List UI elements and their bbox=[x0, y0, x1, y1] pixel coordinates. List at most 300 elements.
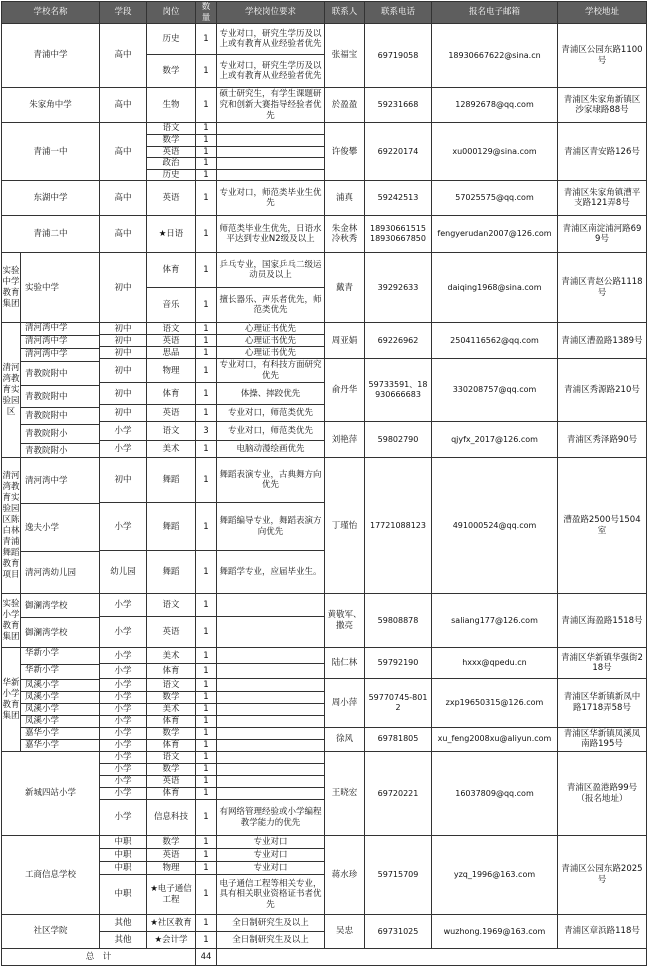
school-name: 嘉华小学 bbox=[25, 740, 60, 751]
post-count: 1 bbox=[196, 800, 217, 836]
contact-phone: 59231668 bbox=[365, 88, 432, 123]
col-level: 学段 bbox=[100, 2, 147, 24]
post: ★电子通信工程 bbox=[147, 875, 196, 915]
post-requirement bbox=[217, 691, 325, 703]
contact-email: zxp19650315@126.com bbox=[432, 679, 558, 727]
post: 美术 bbox=[147, 441, 196, 458]
post: 思品 bbox=[147, 347, 196, 359]
school-level: 小学 bbox=[100, 617, 147, 648]
contact-person: 周亚娟 bbox=[325, 323, 365, 359]
school-level: 其他 bbox=[100, 915, 147, 932]
post: 体育 bbox=[147, 383, 196, 405]
contact-person: 朱金林 冷秋秀 bbox=[325, 216, 365, 253]
post: 生物 bbox=[147, 88, 196, 123]
post-requirement: 全日制研究生及以上 bbox=[217, 915, 325, 932]
school-level: 小学 bbox=[100, 691, 147, 703]
post-requirement bbox=[217, 752, 325, 764]
contact-person: 於盈盈 bbox=[325, 88, 365, 123]
school-level: 初中 bbox=[100, 335, 147, 347]
post-count: 1 bbox=[196, 875, 217, 915]
col-num: 数量 bbox=[196, 2, 217, 24]
post-count: 1 bbox=[196, 347, 217, 359]
contact-email: fengyerudan2007@126.com bbox=[432, 216, 558, 253]
post-count: 1 bbox=[196, 55, 217, 88]
contact-phone: 69720221 bbox=[365, 752, 432, 836]
post-requirement bbox=[217, 123, 325, 135]
table-row bbox=[2, 915, 647, 932]
school-cell bbox=[2, 323, 100, 458]
table-row bbox=[2, 88, 647, 123]
post: 语文 bbox=[147, 594, 196, 617]
school-address: 青浦区公园东路1100号 bbox=[558, 24, 647, 88]
contact-phone: 69781805 bbox=[365, 727, 432, 751]
post: 物理 bbox=[147, 359, 196, 383]
school-name: 青教院附中 bbox=[21, 408, 99, 425]
post: ★会计学 bbox=[147, 932, 196, 949]
total-row bbox=[2, 949, 647, 966]
school-name: 实验中学 bbox=[25, 282, 60, 293]
school-level: 小学 bbox=[100, 648, 147, 664]
post-requirement: 专业对口 bbox=[217, 849, 325, 862]
post-count: 3 bbox=[196, 422, 217, 441]
school-name: 青浦二中 bbox=[2, 216, 100, 253]
school-level: 高中 bbox=[100, 181, 147, 216]
post-requirement bbox=[217, 727, 325, 739]
post: 舞蹈 bbox=[147, 551, 196, 594]
school-level: 小学 bbox=[100, 776, 147, 788]
contact-email: qjyfx_2017@126.com bbox=[432, 422, 558, 458]
table-row bbox=[2, 458, 647, 503]
school-name: 凤溪小学 bbox=[21, 716, 99, 728]
post-count: 1 bbox=[196, 551, 217, 594]
school-level: 初中 bbox=[100, 253, 147, 323]
post-count: 1 bbox=[196, 169, 217, 181]
school-address: 青浦区盈港路99号（报名地址） bbox=[558, 752, 647, 836]
post-count: 1 bbox=[196, 88, 217, 123]
school-address: 青浦区朱家角新镇区沙家埭路88号 bbox=[558, 88, 647, 123]
post-requirement bbox=[217, 664, 325, 679]
post: 英语 bbox=[147, 335, 196, 347]
post-count: 1 bbox=[196, 764, 217, 776]
school-name: 东湖中学 bbox=[2, 181, 100, 216]
col-contact: 联系人 bbox=[325, 2, 365, 24]
total-label: 总 计 bbox=[2, 949, 196, 966]
post: 语文 bbox=[147, 752, 196, 764]
post-count: 1 bbox=[196, 915, 217, 932]
school-name: 凤溪小学 bbox=[21, 680, 99, 692]
school-level: 小学 bbox=[100, 664, 147, 679]
post: 音乐 bbox=[147, 288, 196, 323]
contact-phone: 39292633 bbox=[365, 253, 432, 323]
school-name: 青浦一中 bbox=[2, 123, 100, 181]
post-count: 1 bbox=[196, 288, 217, 323]
school-name: 青教院附小 bbox=[25, 445, 68, 456]
col-addr: 学校地址 bbox=[558, 2, 647, 24]
col-post: 岗位 bbox=[147, 2, 196, 24]
school-level: 初中 bbox=[100, 323, 147, 335]
post: 语文 bbox=[147, 123, 196, 135]
group-label: 实验中学教育集团 bbox=[2, 253, 21, 322]
post: 英语 bbox=[147, 146, 196, 158]
post-requirement: 专业对口，师范类优先 bbox=[217, 405, 325, 422]
school-level: 中职 bbox=[100, 836, 147, 849]
post-count: 1 bbox=[196, 594, 217, 617]
school-cell bbox=[2, 458, 100, 594]
post-requirement: 舞蹈表演专业，古典舞方向优先 bbox=[217, 458, 325, 503]
school-name: 清河湾中学 bbox=[21, 349, 99, 362]
school-address: 青浦区秀源路210号 bbox=[558, 359, 647, 422]
post: 体育 bbox=[147, 740, 196, 752]
post: 舞蹈 bbox=[147, 458, 196, 503]
contact-phone: 59808878 bbox=[365, 594, 432, 648]
post-count: 1 bbox=[196, 335, 217, 347]
school-level: 幼儿园 bbox=[100, 551, 147, 594]
post-requirement bbox=[217, 146, 325, 158]
post: 语文 bbox=[147, 422, 196, 441]
school-level: 小学 bbox=[100, 788, 147, 800]
post-requirement: 专业对口 bbox=[217, 836, 325, 849]
school-name: 嘉华小学 bbox=[21, 728, 99, 740]
school-cell bbox=[2, 594, 100, 648]
post: 数学 bbox=[147, 691, 196, 703]
school-level: 高中 bbox=[100, 24, 147, 88]
school-level: 小学 bbox=[100, 422, 147, 441]
post-requirement: 专业对口 bbox=[217, 862, 325, 875]
school-address: 漕盈路2500号1504室 bbox=[558, 458, 647, 594]
contact-person: 徐风 bbox=[325, 727, 365, 751]
post-requirement bbox=[217, 764, 325, 776]
school-name: 朱家角中学 bbox=[2, 88, 100, 123]
school-name: 清河湾中学 bbox=[21, 323, 99, 336]
contact-email: 57025575@qq.com bbox=[432, 181, 558, 216]
school-name: 华新小学 bbox=[21, 665, 99, 680]
post-count: 1 bbox=[196, 383, 217, 405]
post-requirement bbox=[217, 740, 325, 752]
post-requirement: 体操、摔跤优先 bbox=[217, 383, 325, 405]
school-level: 其他 bbox=[100, 932, 147, 949]
header-row bbox=[2, 2, 647, 24]
post-requirement: 擅长器乐、声乐者优先，师范类优先 bbox=[217, 288, 325, 323]
post-count: 1 bbox=[196, 703, 217, 715]
school-level: 小学 bbox=[100, 752, 147, 764]
post-requirement bbox=[217, 648, 325, 664]
post: 数学 bbox=[147, 727, 196, 739]
post-count: 1 bbox=[196, 715, 217, 727]
post: 英语 bbox=[147, 405, 196, 422]
school-level: 小学 bbox=[100, 679, 147, 691]
post-count: 1 bbox=[196, 740, 217, 752]
post-count: 1 bbox=[196, 123, 217, 135]
contact-email: 491000524@qq.com bbox=[432, 458, 558, 594]
post-count: 1 bbox=[196, 932, 217, 949]
contact-email: 18930667622@sina.cn bbox=[432, 24, 558, 88]
contact-email: saliang177@126.com bbox=[432, 594, 558, 648]
col-school: 学校名称 bbox=[2, 2, 100, 24]
post: 体育 bbox=[147, 788, 196, 800]
post-count: 1 bbox=[196, 727, 217, 739]
post-count: 1 bbox=[196, 216, 217, 253]
contact-person: 周小萍 bbox=[325, 679, 365, 727]
school-level: 高中 bbox=[100, 216, 147, 253]
post-requirement: 心理证书优先 bbox=[217, 323, 325, 335]
school-level: 高中 bbox=[100, 123, 147, 181]
school-level: 初中 bbox=[100, 359, 147, 383]
post-count: 1 bbox=[196, 405, 217, 422]
post: 数学 bbox=[147, 134, 196, 146]
post-requirement: 心理证书优先 bbox=[217, 347, 325, 359]
contact-person: 黄敬军、撒亮 bbox=[325, 594, 365, 648]
post: 信息科技 bbox=[147, 800, 196, 836]
post-requirement bbox=[217, 703, 325, 715]
post-count: 1 bbox=[196, 788, 217, 800]
contact-phone: 69731025 bbox=[365, 915, 432, 949]
post-requirement bbox=[217, 134, 325, 146]
post: ★社区教育 bbox=[147, 915, 196, 932]
post: ★日语 bbox=[147, 216, 196, 253]
contact-person: 刘艳萍 bbox=[325, 422, 365, 458]
contact-phone: 69220174 bbox=[365, 123, 432, 181]
total-empty bbox=[217, 949, 647, 966]
school-address: 青浦区青赵公路1118号 bbox=[558, 253, 647, 323]
contact-email: 160378​09@qq.com bbox=[432, 752, 558, 836]
table-row bbox=[2, 253, 647, 288]
post-requirement: 全日制研究生及以上 bbox=[217, 932, 325, 949]
contact-email: 250411656​2@qq.com bbox=[432, 323, 558, 359]
school-level: 初中 bbox=[100, 405, 147, 422]
contact-person: 陆仁林 bbox=[325, 648, 365, 679]
post-count: 1 bbox=[196, 441, 217, 458]
school-name: 凤溪小学 bbox=[21, 704, 99, 716]
post-requirement bbox=[217, 679, 325, 691]
school-address: 青浦区秀泽路90号 bbox=[558, 422, 647, 458]
post-requirement: 专业对口，师范类优先 bbox=[217, 422, 325, 441]
post: 体育 bbox=[147, 253, 196, 288]
table-row bbox=[2, 123, 647, 135]
school-level: 初中 bbox=[100, 383, 147, 405]
school-address: 青浦区华新镇凤溪凤南路195号 bbox=[558, 727, 647, 751]
table-row bbox=[2, 752, 647, 764]
post-count: 1 bbox=[196, 752, 217, 764]
table-row bbox=[2, 836, 647, 849]
school-name: 逸夫小学 bbox=[21, 504, 99, 552]
school-level: 初中 bbox=[100, 347, 147, 359]
post-count: 1 bbox=[196, 503, 217, 551]
post-count: 1 bbox=[196, 679, 217, 691]
post: 语文 bbox=[147, 679, 196, 691]
contact-phone: 59242513 bbox=[365, 181, 432, 216]
table-row bbox=[2, 181, 647, 216]
total-count: 44 bbox=[196, 949, 217, 966]
post-requirement: 硕士研究生，有学生课题研究和创新大赛指导经验者优先 bbox=[217, 88, 325, 123]
school-cell bbox=[2, 648, 100, 752]
post-requirement bbox=[217, 776, 325, 788]
contact-phone: 69719058 bbox=[365, 24, 432, 88]
post-requirement: 电子通信工程等相关专业，具有相关职业资格证书者优先 bbox=[217, 875, 325, 915]
col-req: 学校岗位要求 bbox=[217, 2, 325, 24]
table-row bbox=[2, 594, 647, 617]
post-requirement: 乒乓专业，国家乒乓二级运动员及以上 bbox=[217, 253, 325, 288]
post-requirement: 舞蹈学专业，应届毕业生。 bbox=[217, 551, 325, 594]
table-row bbox=[2, 648, 647, 664]
contact-person: 戴青 bbox=[325, 253, 365, 323]
school-level: 小学 bbox=[100, 703, 147, 715]
contact-person: 许俊攀 bbox=[325, 123, 365, 181]
contact-email: xu_feng2008xu@aliyun.com bbox=[432, 727, 558, 751]
school-address: 青浦区华新镇华强街218号 bbox=[558, 648, 647, 679]
post-requirement: 专业对口，有科技方面研究优先 bbox=[217, 359, 325, 383]
post-requirement: 有网络管理经验或小学编程教学能力的优先 bbox=[217, 800, 325, 836]
school-address: 青浦区公园东路2025号 bbox=[558, 836, 647, 915]
school-address: 青浦区朱家角镇漕平支路121弄8号 bbox=[558, 181, 647, 216]
school-level: 小学 bbox=[100, 740, 147, 752]
school-level: 小学 bbox=[100, 594, 147, 617]
post-requirement bbox=[217, 715, 325, 727]
contact-phone: 69226962 bbox=[365, 323, 432, 359]
post: 英语 bbox=[147, 181, 196, 216]
recruitment-table bbox=[1, 1, 647, 966]
school-name: 清河湾幼儿园 bbox=[25, 567, 77, 578]
school-level: 小学 bbox=[100, 727, 147, 739]
group-label: 清河湾教育实验园区 bbox=[2, 323, 21, 457]
post-requirement: 舞蹈编导专业，舞蹈表演方向优先 bbox=[217, 503, 325, 551]
post-requirement: 师范类毕业生优先，日语水平达到专业N2级及以上 bbox=[217, 216, 325, 253]
table-row bbox=[2, 24, 647, 55]
school-name: 清河湾中学 bbox=[21, 458, 99, 504]
contact-phone: 59770745-8012 bbox=[365, 679, 432, 727]
recruitment-table-wrapper bbox=[1, 1, 646, 963]
post-count: 1 bbox=[196, 458, 217, 503]
post: 体育 bbox=[147, 664, 196, 679]
school-name: 御澜湾学校 bbox=[25, 627, 68, 638]
contact-email: hxxx@qpedu.cn bbox=[432, 648, 558, 679]
post-count: 1 bbox=[196, 691, 217, 703]
post: 英语 bbox=[147, 617, 196, 648]
school-address: 青浦区南淀浦河路699号 bbox=[558, 216, 647, 253]
post-count: 1 bbox=[196, 862, 217, 875]
contact-email: daiqing1968@sina.com bbox=[432, 253, 558, 323]
post-count: 1 bbox=[196, 24, 217, 55]
school-level: 小学 bbox=[100, 764, 147, 776]
contact-person: 俞丹华 bbox=[325, 359, 365, 422]
post-count: 1 bbox=[196, 648, 217, 664]
contact-email: 12892678@qq.com bbox=[432, 88, 558, 123]
contact-phone: 18930661515 18930667850 bbox=[365, 216, 432, 253]
post: 历史 bbox=[147, 169, 196, 181]
post: 体育 bbox=[147, 715, 196, 727]
school-name: 工商信息学校 bbox=[2, 836, 100, 915]
col-email: 报名电子邮箱 bbox=[432, 2, 558, 24]
contact-email: wuzhong.1969@163.com bbox=[432, 915, 558, 949]
school-level: 初中 bbox=[100, 458, 147, 503]
post-requirement bbox=[217, 788, 325, 800]
school-name: 御澜湾学校 bbox=[21, 594, 99, 618]
post-requirement bbox=[217, 617, 325, 648]
post: 美术 bbox=[147, 648, 196, 664]
post-count: 1 bbox=[196, 146, 217, 158]
contact-phone: 17721088123 bbox=[365, 458, 432, 594]
post: 历史 bbox=[147, 24, 196, 55]
post: 数学 bbox=[147, 764, 196, 776]
school-address: 青浦区青安路126号 bbox=[558, 123, 647, 181]
post-count: 1 bbox=[196, 323, 217, 335]
post: 英语 bbox=[147, 849, 196, 862]
post-requirement bbox=[217, 594, 325, 617]
school-address: 青浦区章浜路118号 bbox=[558, 915, 647, 949]
contact-phone: 59792190 bbox=[365, 648, 432, 679]
table-row bbox=[2, 216, 647, 253]
school-address: 青浦区华新镇新凤中路1718弄58号 bbox=[558, 679, 647, 727]
contact-person: 浦真 bbox=[325, 181, 365, 216]
post: 数学 bbox=[147, 55, 196, 88]
school-cell bbox=[2, 253, 100, 323]
school-name: 青教院附小 bbox=[21, 425, 99, 444]
contact-phone: 59715709 bbox=[365, 836, 432, 915]
post-requirement: 电脑动漫绘画优先 bbox=[217, 441, 325, 458]
school-name: 凤溪小学 bbox=[21, 692, 99, 704]
school-level: 小学 bbox=[100, 503, 147, 551]
post-count: 1 bbox=[196, 158, 217, 170]
post-requirement bbox=[217, 169, 325, 181]
contact-email: yzq_1996@163.com bbox=[432, 836, 558, 915]
col-phone: 联系电话 bbox=[365, 2, 432, 24]
contact-email: 330208757@qq.com bbox=[432, 359, 558, 422]
contact-person: 王晓宏 bbox=[325, 752, 365, 836]
school-level: 小学 bbox=[100, 441, 147, 458]
school-name: 青教院附中 bbox=[21, 386, 99, 408]
school-level: 中职 bbox=[100, 875, 147, 915]
post-count: 1 bbox=[196, 776, 217, 788]
post: 政治 bbox=[147, 158, 196, 170]
contact-email: xu000129@sina.com bbox=[432, 123, 558, 181]
post-count: 1 bbox=[196, 617, 217, 648]
post: 物理 bbox=[147, 862, 196, 875]
group-label: 华新小学教育集团 bbox=[2, 648, 21, 751]
post: 美术 bbox=[147, 703, 196, 715]
school-level: 小学 bbox=[100, 800, 147, 836]
contact-person: 丁瑾怡 bbox=[325, 458, 365, 594]
school-level: 中职 bbox=[100, 849, 147, 862]
post-requirement: 专业对口，研究生学历及以上或有教育从业经验者优先 bbox=[217, 24, 325, 55]
post-count: 1 bbox=[196, 664, 217, 679]
post-requirement: 专业对口，师范类毕业生优先 bbox=[217, 181, 325, 216]
school-name: 新城四站小学 bbox=[2, 752, 100, 836]
contact-phone: 59733591、18930666683 bbox=[365, 359, 432, 422]
contact-person: 吴忠 bbox=[325, 915, 365, 949]
post-requirement: 心理证书优先 bbox=[217, 335, 325, 347]
post-count: 1 bbox=[196, 359, 217, 383]
contact-phone: 59802790 bbox=[365, 422, 432, 458]
post-count: 1 bbox=[196, 836, 217, 849]
school-name: 青浦中学 bbox=[2, 24, 100, 88]
school-level: 高中 bbox=[100, 88, 147, 123]
table-row bbox=[2, 323, 647, 335]
school-address: 青浦区漕盈路1389号 bbox=[558, 323, 647, 359]
post-count: 1 bbox=[196, 181, 217, 216]
school-address: 青浦区海盈路1518号 bbox=[558, 594, 647, 648]
post-requirement: 专业对口，研究生学历及以上或有教育从业经验者优先 bbox=[217, 55, 325, 88]
post-count: 1 bbox=[196, 253, 217, 288]
school-name: 华新小学 bbox=[21, 648, 99, 665]
group-label: 实验小学教育集团 bbox=[2, 594, 21, 647]
post-count: 1 bbox=[196, 849, 217, 862]
group-label: 清河湾教育实验园区陈白林青浦舞蹈教育项目 bbox=[2, 458, 21, 593]
contact-person: 蒋水珍 bbox=[325, 836, 365, 915]
post: 数学 bbox=[147, 836, 196, 849]
school-name: 清河湾中学 bbox=[21, 336, 99, 349]
school-name: 社区学院 bbox=[2, 915, 100, 949]
post: 英语 bbox=[147, 776, 196, 788]
post-requirement bbox=[217, 158, 325, 170]
